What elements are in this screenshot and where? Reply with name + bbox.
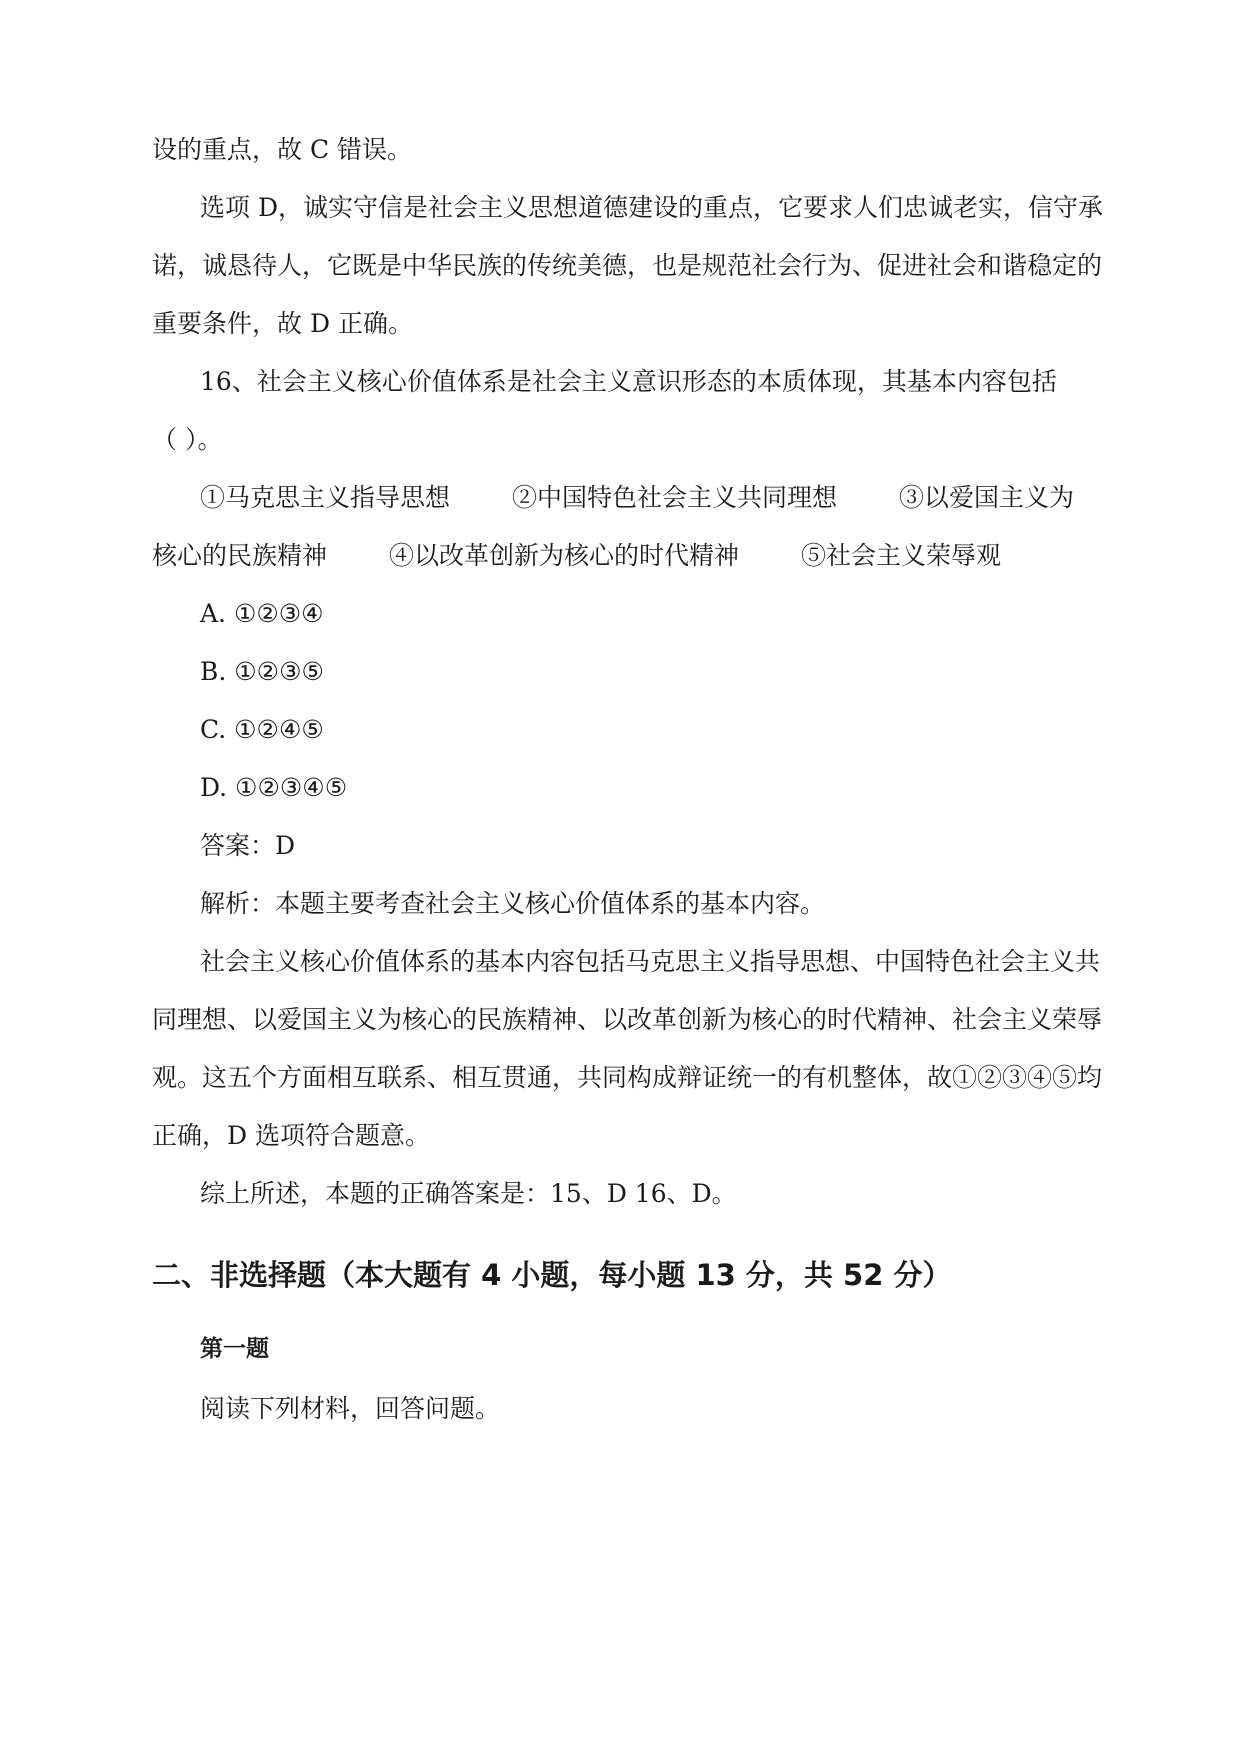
analysis-line: 解析：本题主要考查社会主义核心价值体系的基本内容。 [200,889,826,918]
option-b: B. ①②③⑤ [200,657,324,686]
summary-line: 综上所述，本题的正确答案是：15、D 16、D。 [200,1179,737,1208]
option-d: D. ①②③④⑤ [200,773,348,802]
explanation-line: 观。这五个方面相互联系、相互贯通，共同构成辩证统一的有机整体，故①②③④⑤均 [152,1063,1103,1092]
paragraph-line: 选项 D，诚实守信是社会主义思想道德建设的重点，它要求人们忠诚老实，信守承 [200,193,1103,222]
statement-item-3: ③以爱国主义为 [899,483,1075,512]
statement-item-5: ⑤社会主义荣辱观 [801,541,1002,570]
statement-item-1: ①马克思主义指导思想 [200,483,451,512]
question-title: 第一题 [200,1336,269,1362]
explanation-line: 社会主义核心价值体系的基本内容包括马克思主义指导思想、中国特色社会主义共 [200,947,1101,976]
section-title: 二、非选择题（本大题有 4 小题，每小题 13 分，共 52 分） [152,1258,952,1292]
question-stem: 16、社会主义核心价值体系是社会主义意识形态的本质体现，其基本内容包括 [200,367,1057,396]
statement-item-3-cont: 核心的民族精神 [152,541,328,570]
paragraph-line: 诺，诚恳待人，它既是中华民族的传统美德，也是规范社会行为、促进社会和谐稳定的 [152,251,1103,280]
instruction-line: 阅读下列材料，回答问题。 [200,1394,501,1423]
paragraph-line: 重要条件，故 D 正确。 [152,309,413,338]
paragraph-line: 设的重点，故 C 错误。 [152,135,413,164]
statement-item-2: ②中国特色社会主义共同理想 [512,483,838,512]
explanation-line: 同理想、以爱国主义为核心的民族精神、以改革创新为核心的时代精神、社会主义荣辱 [152,1005,1103,1034]
option-c: C. ①②④⑤ [200,715,324,744]
question-blank: （ ）。 [152,425,223,454]
explanation-line: 正确，D 选项符合题意。 [152,1121,430,1150]
statement-item-4: ④以改革创新为核心的时代精神 [389,541,740,570]
statement-items-row [200,482,1074,514]
option-a: A. ①②③④ [200,599,324,628]
statement-items-row [152,540,1001,572]
answer-line: 答案：D [200,831,296,860]
